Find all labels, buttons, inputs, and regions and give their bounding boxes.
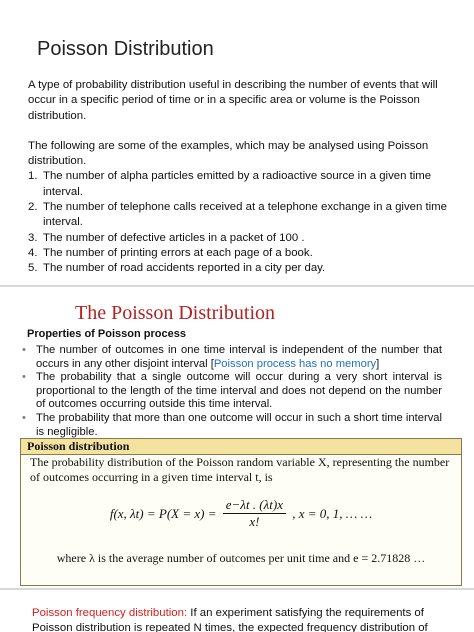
- properties-heading: Properties of Poisson process: [27, 328, 186, 340]
- examples-list: [28, 169, 458, 276]
- list-item-number: 4.: [28, 246, 38, 259]
- formula-denominator: x!: [249, 514, 260, 529]
- formula-left: f(x, λt) = P(X = x) =: [109, 505, 217, 521]
- definition-paragraph: A type of probability distribution useful in describing the number of events that will occur in a specific period of time or in a specific area or volume is the Poisson distribution.: [28, 79, 438, 122]
- bullet-icon: •: [22, 344, 26, 356]
- list-item-text: The number of alpha particles emitted by a radioactive source in a given time interval.: [43, 170, 432, 198]
- list-item-number: 1.: [28, 170, 38, 183]
- bullet-text: The probability that more than one outcome will occur in such a short time interval is negligible.: [36, 411, 442, 438]
- definition-box: [20, 438, 462, 586]
- slide2-title: The Poisson Distribution: [75, 302, 276, 324]
- list-item: [28, 246, 458, 261]
- list-item-text: The number of road accidents reported in a city per day.: [43, 262, 326, 275]
- bullet-text-end: ]: [376, 357, 380, 370]
- slide-poisson-process: [0, 287, 474, 587]
- formula-explanation: where λ is the average number of outcomes per unit time and e = 2.71828 …: [56, 551, 426, 565]
- slide1-body: [28, 78, 458, 277]
- examples-intro: The following are some of the examples, which may be analysed using Poisson distribution.: [28, 139, 429, 168]
- list-item-number: 3.: [28, 231, 38, 244]
- bullet-text: The probability that a single outcome will occur during a very short interval is proportional to the length of the time interval and does not depend on the number of outcomes occurring outside this time interval.: [36, 371, 442, 411]
- memoryless-note: Poisson process has no memory: [213, 357, 377, 370]
- bullet-text: The number of outcomes in one time interval is independent of the number that occurs in any other disjoint interval [: [36, 344, 442, 370]
- frequency-paragraph: [32, 606, 452, 632]
- property-bullet: [22, 371, 442, 412]
- bullet-icon: •: [22, 411, 26, 424]
- list-item-text: The number of telephone calls received at a telephone exchange in a given time interval.: [43, 201, 447, 229]
- list-item: [28, 169, 458, 200]
- slide-poisson-examples: [0, 0, 474, 285]
- definition-box-text: The probability distribution of the Poisson random variable X, representing the number of outcomes occurring in a given time interval t, is: [30, 455, 450, 484]
- bullet-icon: •: [22, 371, 26, 384]
- property-bullet: [22, 344, 442, 371]
- formula-right: , x = 0, 1, … …: [292, 505, 373, 521]
- list-item-text: The number of defective articles in a packet of 100 .: [43, 231, 305, 244]
- frequency-label: Poisson frequency distribution:: [32, 607, 188, 619]
- list-item: [28, 261, 458, 276]
- definition-box-title: Poisson distribution: [21, 439, 461, 455]
- property-bullet: [22, 412, 442, 439]
- list-item: [28, 231, 458, 246]
- list-item-text: The number of printing errors at each page of a book.: [43, 246, 313, 259]
- formula-numerator: e−λt . (λt)x: [223, 497, 286, 514]
- frequency-text: If an experiment satisfying the requirements of Poisson distribution is repeated N times, the expected frequency distribution of: [32, 607, 428, 632]
- formula-fraction: [223, 497, 286, 530]
- slide-frequency-distribution: [0, 590, 474, 632]
- list-item: [28, 200, 458, 231]
- list-item-number: 2.: [28, 201, 38, 214]
- poisson-formula: [21, 497, 461, 530]
- properties-list: [22, 344, 442, 439]
- list-item-number: 5.: [28, 262, 38, 275]
- slide1-title: Poisson Distribution: [37, 38, 214, 60]
